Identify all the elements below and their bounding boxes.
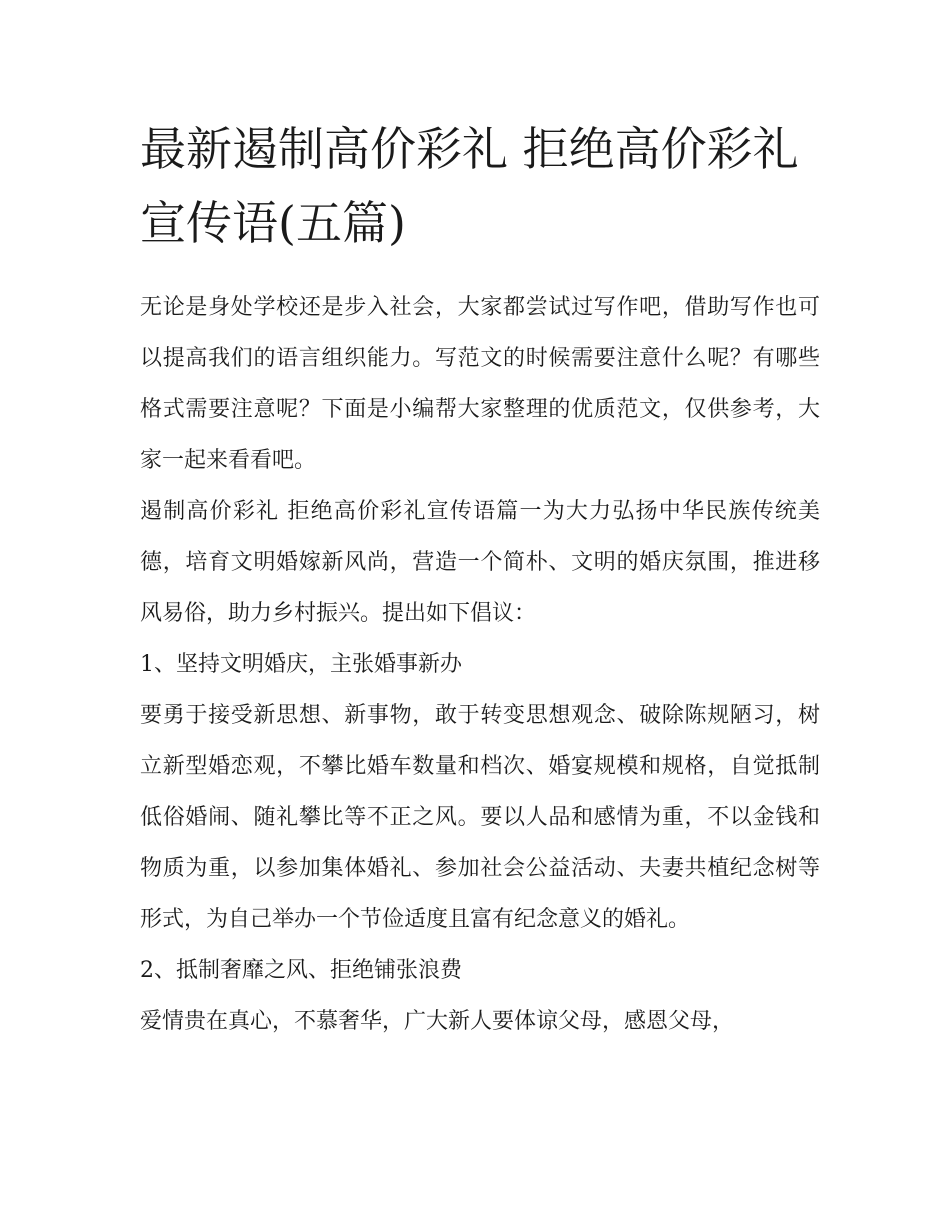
intro-paragraph: 无论是身处学校还是步入社会，大家都尝试过写作吧，借助写作也可以提高我们的语言组织能力。写范文的时候需要注意什么呢？有哪些格式需要注意呢？下面是小编帮大家整理的优质范文，仅供参考，大家一起来看看吧。 (140, 295, 820, 473)
document-title: 最新遏制高价彩礼 拒绝高价彩礼宣传语(五篇) (140, 122, 799, 250)
point-one-heading: 1、坚持文明婚庆，主张婚事新办 (140, 652, 462, 677)
point-two-paragraph: 爱情贵在真心，不慕奢华，广大新人要体谅父母，感恩父母， (140, 1009, 735, 1034)
point-one-paragraph: 要勇于接受新思想、新事物，敢于转变思想观念、破除陈规陋习，树立新型婚恋观，不攀比婚车数量和档次、婚宴规模和规格，自觉抵制低俗婚闹、随礼攀比等不正之风。要以人品和感情为重，不以金钱和物质为重，以参加集体婚礼、参加社会公益活动、夫妻共植纪念树等形式，为自己举办一个节俭适度且富有纪念意义的婚礼。 (140, 703, 820, 932)
document-page (140, 112, 820, 1047)
document-body (140, 282, 820, 1047)
section-one-paragraph: 遏制高价彩礼 拒绝高价彩礼宣传语篇一为大力弘扬中华民族传统美德，培育文明婚嫁新风尚，营造一个简朴、文明的婚庆氛围，推进移风易俗，助力乡村振兴。提出如下倡议： (140, 499, 820, 626)
point-two-heading: 2、抵制奢靡之风、拒绝铺张浪费 (140, 958, 462, 983)
